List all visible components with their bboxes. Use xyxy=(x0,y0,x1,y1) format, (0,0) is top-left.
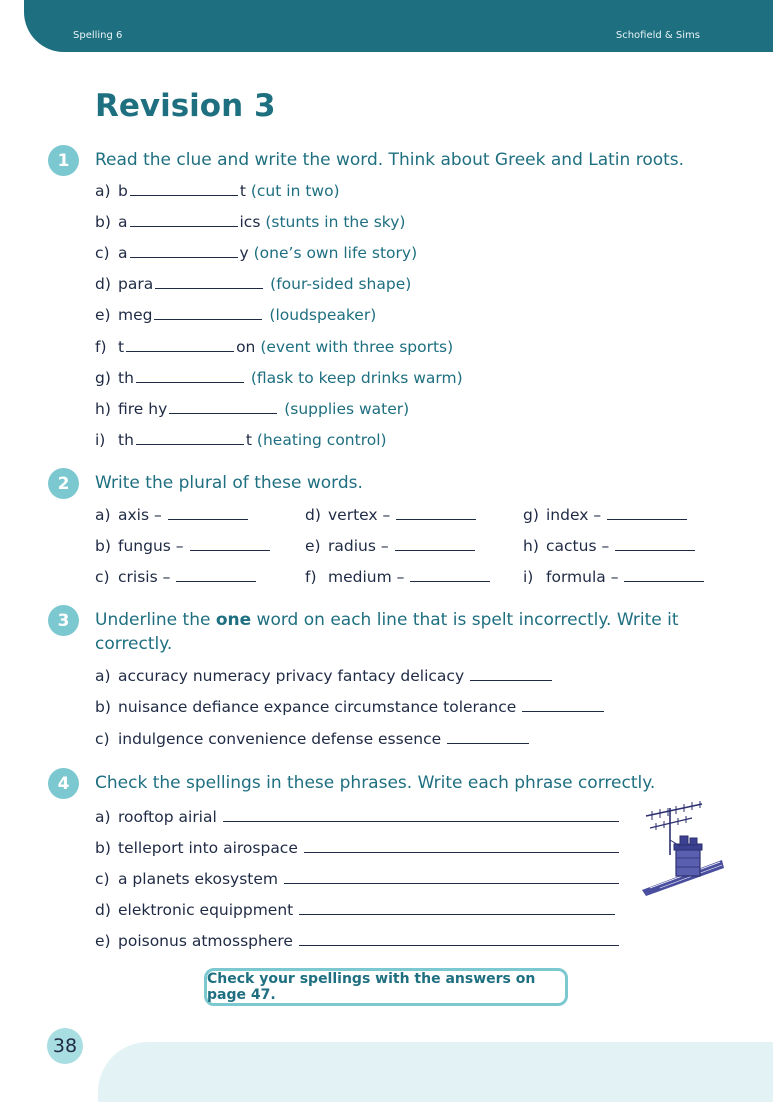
answer-blank[interactable] xyxy=(130,181,238,196)
word: fungus – xyxy=(118,537,184,555)
q4-item-a xyxy=(95,807,621,826)
q2-item-f xyxy=(305,567,492,586)
item-label: e) xyxy=(95,306,111,324)
item-label: b) xyxy=(95,839,111,857)
answer-blank[interactable] xyxy=(223,807,619,822)
question-3-number: 3 xyxy=(48,605,79,636)
word: formula – xyxy=(546,568,619,586)
item-label: c) xyxy=(95,244,110,262)
clue: (supplies water) xyxy=(284,400,410,418)
answer-blank[interactable] xyxy=(168,505,248,520)
word-prefix: para xyxy=(118,275,154,293)
answer-blank[interactable] xyxy=(470,666,552,681)
word-list: accuracy numeracy privacy fantacy delicacy xyxy=(118,667,465,685)
q1-item-c xyxy=(95,243,417,262)
q4-item-b xyxy=(95,838,621,857)
q4-item-d xyxy=(95,900,617,919)
answer-blank[interactable] xyxy=(155,274,263,289)
word-prefix: a xyxy=(118,244,128,262)
word-prefix: th xyxy=(118,369,134,387)
answer-blank[interactable] xyxy=(615,536,695,551)
q4-item-e xyxy=(95,931,621,950)
item-label: b) xyxy=(95,537,111,555)
q1-item-f xyxy=(95,337,453,356)
item-label: c) xyxy=(95,870,110,888)
item-label: b) xyxy=(95,213,111,231)
item-label: c) xyxy=(95,568,110,586)
answer-blank[interactable] xyxy=(169,399,277,414)
chimney-pot xyxy=(680,836,688,845)
q1-item-b xyxy=(95,212,405,231)
answer-blank[interactable] xyxy=(154,305,262,320)
answer-blank[interactable] xyxy=(284,869,619,884)
page-title: Revision 3 xyxy=(95,88,276,124)
item-label: a) xyxy=(95,506,111,524)
clue: (flask to keep drinks warm) xyxy=(250,369,463,387)
item-label: f) xyxy=(95,338,107,356)
item-label: a) xyxy=(95,667,111,685)
question-2-number: 2 xyxy=(48,468,79,499)
question-4-number: 4 xyxy=(48,768,79,799)
answer-blank[interactable] xyxy=(299,931,619,946)
clue: (heating control) xyxy=(256,431,387,449)
item-label: b) xyxy=(95,698,111,716)
chimney-pot xyxy=(690,838,697,845)
word-list: indulgence convenience defense essence xyxy=(118,730,442,748)
question-1-number: 1 xyxy=(48,145,79,176)
item-label: h) xyxy=(95,400,111,418)
word-suffix: t xyxy=(239,182,246,200)
item-label: i) xyxy=(523,568,534,586)
instruction-emphasis: one xyxy=(215,610,252,630)
item-label: d) xyxy=(95,275,111,293)
item-label: a) xyxy=(95,182,111,200)
q3-item-c xyxy=(95,729,531,748)
answer-blank[interactable] xyxy=(299,900,615,915)
answer-blank[interactable] xyxy=(410,567,490,582)
word-prefix: fire hy xyxy=(118,400,168,418)
word-prefix: th xyxy=(118,431,134,449)
item-label: g) xyxy=(523,506,539,524)
word-suffix: y xyxy=(239,244,249,262)
q1-item-g xyxy=(95,368,463,387)
word: cactus – xyxy=(546,537,610,555)
q2-item-a xyxy=(95,505,250,524)
word-list: nuisance defiance expance circumstance tolerance xyxy=(118,698,517,716)
answer-blank[interactable] xyxy=(396,505,476,520)
item-label: d) xyxy=(95,901,111,919)
phrase: telleport into airospace xyxy=(118,839,298,857)
item-label: i) xyxy=(95,431,106,449)
phrase: poisonus atmossphere xyxy=(118,932,293,950)
answer-blank[interactable] xyxy=(624,567,704,582)
q1-item-a xyxy=(95,181,340,200)
instruction-text: word on each line that is spelt incorrectly. Write it correctly. xyxy=(95,610,679,654)
aerial-boom xyxy=(646,804,702,816)
question-3-instruction xyxy=(95,608,705,656)
word: vertex – xyxy=(328,506,391,524)
answer-blank[interactable] xyxy=(304,838,619,853)
answer-blank[interactable] xyxy=(176,567,256,582)
word-prefix: meg xyxy=(118,306,153,324)
phrase: rooftop airial xyxy=(118,808,217,826)
word: axis – xyxy=(118,506,162,524)
q1-item-i xyxy=(95,430,387,449)
rooftop-aerial-illustration xyxy=(640,800,730,900)
question-1-instruction: Read the clue and write the word. Think about Greek and Latin roots. xyxy=(95,150,685,170)
answer-blank[interactable] xyxy=(447,729,529,744)
answer-blank[interactable] xyxy=(607,505,687,520)
clue: (loudspeaker) xyxy=(269,306,377,324)
word-prefix: t xyxy=(118,338,125,356)
item-label: e) xyxy=(95,932,111,950)
publisher-name: Schofield & Sims xyxy=(615,30,700,41)
q2-item-b xyxy=(95,536,272,555)
phrase: a planets ekosystem xyxy=(118,870,278,888)
word: radius – xyxy=(328,537,389,555)
word-suffix: t xyxy=(245,431,252,449)
item-label: a) xyxy=(95,808,111,826)
answer-blank[interactable] xyxy=(136,430,244,445)
q2-item-e xyxy=(305,536,477,555)
answers-note: Check your spellings with the answers on page 47. xyxy=(204,968,568,1006)
word: index – xyxy=(546,506,602,524)
question-2-instruction: Write the plural of these words. xyxy=(95,473,363,493)
instruction-text: Underline the xyxy=(95,610,216,630)
page-number: 38 xyxy=(47,1028,83,1064)
item-label: h) xyxy=(523,537,539,555)
answer-blank[interactable] xyxy=(126,337,234,352)
answer-blank[interactable] xyxy=(522,697,604,712)
q2-item-i xyxy=(523,567,706,586)
q2-item-d xyxy=(305,505,478,524)
q2-item-g xyxy=(523,505,689,524)
q3-item-a xyxy=(95,666,554,685)
answer-blank[interactable] xyxy=(395,536,475,551)
clue: (stunts in the sky) xyxy=(265,213,406,231)
item-label: d) xyxy=(305,506,321,524)
item-label: c) xyxy=(95,730,110,748)
word: medium – xyxy=(328,568,405,586)
clue: (event with three sports) xyxy=(260,338,454,356)
q4-item-c xyxy=(95,869,621,888)
question-4-instruction: Check the spellings in these phrases. Write each phrase correctly. xyxy=(95,773,656,793)
chimney xyxy=(676,848,700,876)
q1-item-e xyxy=(95,305,376,324)
clue: (four-sided shape) xyxy=(270,275,412,293)
item-label: f) xyxy=(305,568,317,586)
book-title: Spelling 6 xyxy=(73,30,123,41)
answer-blank[interactable] xyxy=(130,243,238,258)
answer-blank[interactable] xyxy=(130,212,238,227)
answer-blank[interactable] xyxy=(136,368,244,383)
clue: (one’s own life story) xyxy=(253,244,418,262)
clue: (cut in two) xyxy=(250,182,340,200)
word: crisis – xyxy=(118,568,171,586)
phrase: elektronic equippment xyxy=(118,901,294,919)
q1-item-h xyxy=(95,399,409,418)
word-prefix: a xyxy=(118,213,128,231)
footer-bar xyxy=(98,1042,773,1102)
q1-item-d xyxy=(95,274,411,293)
word-prefix: b xyxy=(118,182,128,200)
word-suffix: ics xyxy=(239,213,261,231)
word-suffix: on xyxy=(236,338,256,356)
q2-item-h xyxy=(523,536,697,555)
answer-blank[interactable] xyxy=(190,536,270,551)
item-label: e) xyxy=(305,537,321,555)
q3-item-b xyxy=(95,697,606,716)
q2-item-c xyxy=(95,567,258,586)
header-bar xyxy=(24,0,773,52)
item-label: g) xyxy=(95,369,111,387)
